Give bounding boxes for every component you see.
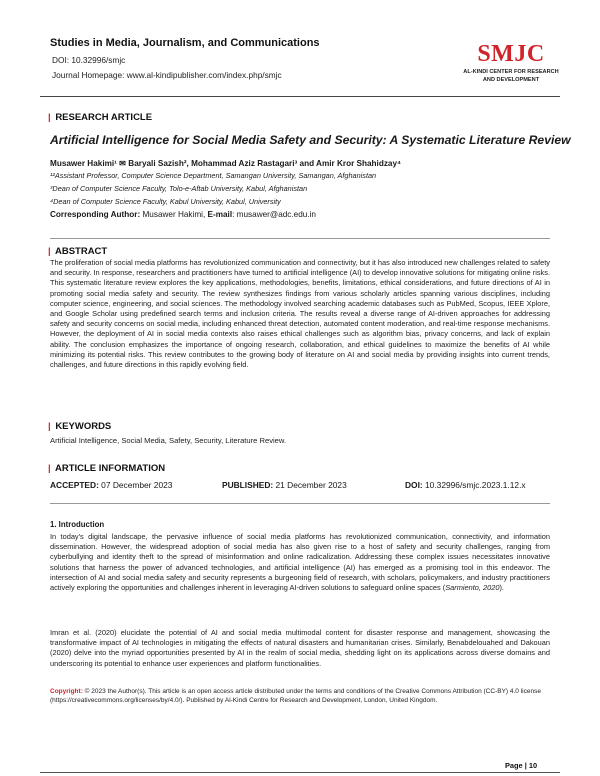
- logo-mark: SMJC: [477, 41, 545, 67]
- published-label: PUBLISHED:: [222, 480, 274, 490]
- copyright-label: Copyright:: [50, 688, 83, 695]
- abstract-heading: [48, 246, 107, 257]
- article-type-heading: [48, 112, 152, 123]
- info-divider: [50, 503, 550, 504]
- corresponding-email[interactable]: : musawer@adc.edu.in: [232, 210, 316, 219]
- section-bar-icon: |: [48, 246, 51, 257]
- journal-name: Studies in Media, Journalism, and Communications: [50, 37, 320, 49]
- header-divider: [40, 96, 560, 97]
- keywords-heading-label: KEYWORDS: [55, 421, 112, 432]
- logo-line-1: AL-KINDI CENTER FOR RESEARCH: [463, 69, 559, 75]
- doi-value[interactable]: 10.32996/smjc.2023.1.12.x: [422, 480, 526, 490]
- intro-paragraph-1: [50, 532, 550, 593]
- section-bar-icon: |: [48, 421, 51, 432]
- page-number: Page | 10: [505, 761, 538, 770]
- accepted-date: [50, 480, 172, 490]
- section-bar-icon: |: [48, 112, 51, 123]
- intro-paragraph-1-text: In today's digital landscape, the pervasive influence of social media platforms has revolutionized communication, connectivity, and information dissemination. However, the widespread adoption of social media has also given rise to a host of safety and security challenges, ranging from cyberbullying and identity theft to the spread of misinformation and online radicalization. Addressing these complex issues necessitates innovative solutions that harness the power of advanced technologies, and artificial intelligence (AI) has emerged as a promising tool in this endeavor. The intersection of AI and social media safety and security represents a burgeoning field of research, with scholars, policymakers, and industry practitioners actively exploring the opportunities and challenges inherent in leveraging AI-driven solutions to safeguard online spaces (: [50, 532, 550, 593]
- published-value: 21 December 2023: [273, 480, 347, 490]
- corresponding-name: Musawer Hakimi,: [140, 210, 206, 219]
- copyright-text: © 2023 the Author(s). This article is an open access article distributed under the terms and conditions of the Creative Commons Attribution (CC-BY) 4.0 license (https://creativecommons.org/licenses/by/4.0/). Published by Al-Kindi Centre for Research and Development, London, United Kingdom.: [50, 688, 541, 705]
- article-info-heading-label: ARTICLE INFORMATION: [54, 463, 166, 474]
- abstract-body: The proliferation of social media platforms has revolutionized communication and connectivity, but it has also introduced new challenges related to safety and security. In response, researchers and practitioners have turned to artificial intelligence (AI) to develop innovative solutions for mitigating online risks. This systematic literature review explores the key applications, methodologies, benefits, limitations, ethical considerations, and future directions of AI in promoting social media safety and security. The review synthesizes findings from various scholarly articles spanning various disciplines, including computer science, engineering, and social sciences. The methodology involved searching academic databases such as PubMed, Scopus, IEEE Xplore, and Google Scholar using predefined search terms and inclusion criteria. The results reveal a diverse range of AI-driven approaches for addressing safety and security concerns on social media, including enhanced threat detection, automated content moderation, and real-time response mechanisms. However, the deployment of AI in social media contexts also raises ethical challenges such as algorithm bias, privacy concerns, and lack of explain ability. The conclusion emphasizes the importance of ongoing research, collaboration, and ethical guidelines to maximize the benefits of AI while minimizing its potential risks. This review contributes to the growing body of literature on AI and social media by providing insights into current trends, challenges, and future directions in this rapidly evolving field.: [50, 258, 550, 370]
- abstract-heading-label: ABSTRACT: [54, 246, 108, 257]
- abstract-divider: [50, 238, 550, 239]
- intro-citation: Sarmiento, 2020: [445, 583, 500, 593]
- logo-line-2: AND DEVELOPMENT: [482, 77, 540, 83]
- journal-homepage: Journal Homepage: www.al-kindipublisher.com/index.php/smjc: [52, 70, 282, 80]
- article-title: Artificial Intelligence for Social Media Safety and Security: A Systematic Literature Review: [50, 133, 571, 147]
- published-date: [222, 480, 347, 490]
- author-list: Musawer Hakimi¹ ✉ Baryali Sazish², Mohammad Aziz Rastagari³ and Amir Kror Shahidzay⁴: [50, 159, 402, 168]
- affiliation-3: ⁴Dean of Computer Science Faculty, Kabul University, Kabul, University: [50, 197, 281, 206]
- article-info-heading: [48, 463, 165, 474]
- publisher-logo: [456, 40, 566, 84]
- affiliation-2: ³Dean of Computer Science Faculty, Tolo-e-Aftab University, Kabul, Afghanistan: [50, 184, 308, 193]
- copyright-notice: [50, 687, 550, 706]
- article-doi: [405, 480, 526, 490]
- accepted-label: ACCEPTED:: [50, 480, 99, 490]
- affiliation-1: ¹²Assistant Professor, Computer Science Department, Samangan University, Samangan, Afghanistan: [50, 171, 377, 180]
- journal-doi: DOI: 10.32996/smjc: [52, 55, 126, 65]
- intro-paragraph-2: Imran et al. (2020) elucidate the potential of AI and social media multimodal content for disaster response and management, showcasing the transformative impact of AI technologies in mitigating the effects of natural disasters and humanitarian crises. Similarly, Benabdelouahed and Dakouan (2020) delve into the myriad opportunities presented by AI in the realm of social media, shedding light on its applications across diverse domains and underscoring its potential to enhance user experiences and platform functionalities.: [50, 628, 550, 668]
- section-bar-icon: |: [48, 463, 51, 474]
- keywords-heading: [48, 421, 111, 432]
- article-type-label: RESEARCH ARTICLE: [55, 112, 153, 123]
- footer-divider: [40, 772, 560, 773]
- introduction-heading: 1. Introduction: [50, 520, 105, 529]
- accepted-value: 07 December 2023: [98, 480, 173, 490]
- corresponding-author: [50, 210, 316, 219]
- doi-label: DOI:: [405, 480, 423, 490]
- keywords-list: Artificial Intelligence, Social Media, Safety, Security, Literature Review.: [50, 436, 287, 445]
- corresponding-label: Corresponding Author:: [50, 210, 141, 219]
- email-label: E-mail: [205, 210, 233, 219]
- intro-paragraph-1-end: ).: [499, 583, 504, 593]
